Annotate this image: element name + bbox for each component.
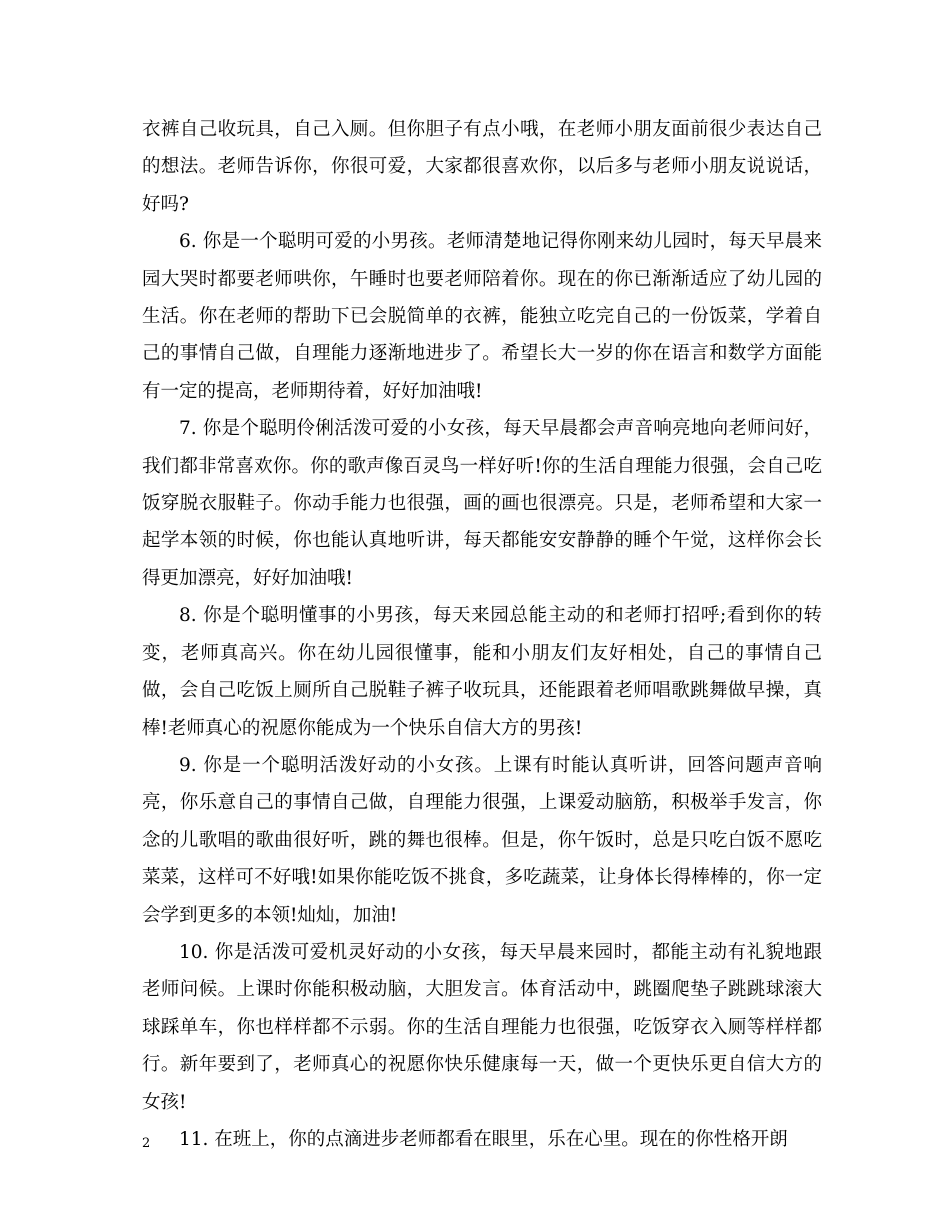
paragraph-item-10: 10. 你是活泼可爱机灵好动的小女孩，每天早晨来园时，都能主动有礼貌地跟老师问候。上课时你能积极动脑，大胆发言。体育活动中，跳圈爬垫子跳跳球滚大球踩单车，你也样样都不示弱。你的生活自理能力也很强，吃饭穿衣入厕等样样都行。新年要到了，老师真心的祝愿你快乐健康每一天，做一个更快乐更自信大方的女孩! [142, 941, 822, 1113]
paragraph-item-11: 11. 在班上，你的点滴进步老师都看在眼里，乐在心里。现在的你性格开朗 [179, 1128, 788, 1150]
document-body [142, 111, 822, 1158]
paragraph-item-9: 9. 你是一个聪明活泼好动的小女孩。上课有时能认真听讲，回答问题声音响亮，你乐意自己的事情自己做，自理能力很强，上课爱动脑筋，积极举手发言，你念的儿歌唱的歌曲很好听，跳的舞也很棒。但是，你午饭时，总是只吃白饭不愿吃菜菜，这样可不好哦!如果你能吃饭不挑食，多吃蔬菜，让身体长得棒棒的，你一定会学到更多的本领!灿灿，加油! [142, 754, 822, 926]
page-number: 2 [142, 1136, 151, 1151]
paragraph-item-6: 6. 你是一个聪明可爱的小男孩。老师清楚地记得你刚来幼儿园时，每天早晨来园大哭时都要老师哄你，午睡时也要老师陪着你。现在的你已渐渐适应了幼儿园的生活。你在老师的帮助下已会脱简单的衣裤，能独立吃完自己的一份饭菜，学着自己的事情自己做，自理能力逐渐地进步了。希望长大一岁的你在语言和数学方面能有一定的提高，老师期待着，好好加油哦! [142, 231, 822, 402]
paragraph-item-8: 8. 你是个聪明懂事的小男孩，每天来园总能主动的和老师打招呼;看到你的转变，老师真高兴。你在幼儿园很懂事，能和小朋友们友好相处，自己的事情自己做，会自己吃饭上厕所自己脱鞋子裤子收玩具，还能跟着老师唱歌跳舞做早操，真棒!老师真心的祝愿你能成为一个快乐自信大方的男孩! [142, 605, 822, 739]
paragraph-continued: 衣裤自己收玩具，自己入厕。但你胆子有点小哦，在老师小朋友面前很少表达自己的想法。老师告诉你，你很可爱，大家都很喜欢你，以后多与老师小朋友说说话，好吗? [142, 119, 822, 215]
paragraph-item-7: 7. 你是个聪明伶俐活泼可爱的小女孩，每天早晨都会声音响亮地向老师问好，我们都非常喜欢你。你的歌声像百灵鸟一样好听!你的生活自理能力很强，会自己吃饭穿脱衣服鞋子。你动手能力也很强，画的画也很漂亮。只是，老师希望和大家一起学本领的时候，你也能认真地听讲，每天都能安安静静的睡个午觉，这样你会长得更加漂亮，好好加油哦! [142, 418, 822, 589]
